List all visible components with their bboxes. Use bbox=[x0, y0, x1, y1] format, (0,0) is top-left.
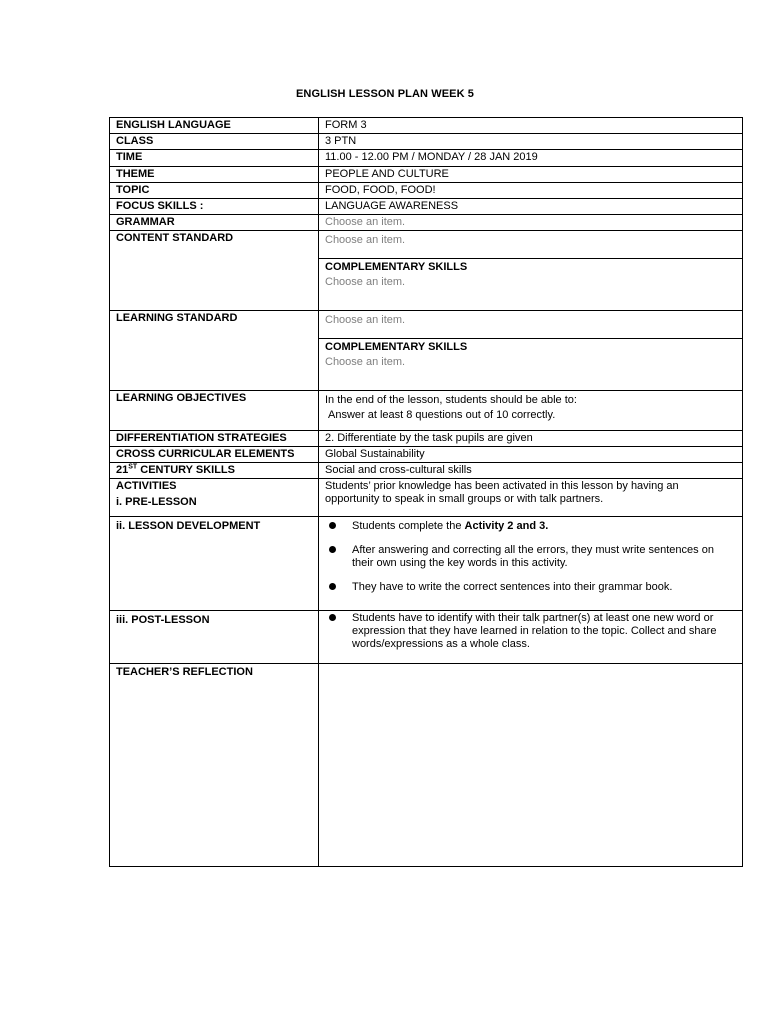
dev-bullet-1-text: Students complete the bbox=[352, 520, 465, 532]
century-skills-value: Social and cross-cultural skills bbox=[319, 463, 743, 479]
time-label: TIME bbox=[110, 150, 319, 167]
table-row bbox=[110, 215, 743, 231]
subject-value: FORM 3 bbox=[319, 118, 743, 134]
bullet-icon bbox=[329, 522, 336, 529]
content-standard-cell bbox=[319, 231, 743, 311]
class-label: CLASS bbox=[110, 134, 319, 150]
objectives-target: Answer at least 8 questions out of 10 correctly. bbox=[328, 409, 556, 421]
grammar-label: GRAMMAR bbox=[110, 215, 319, 231]
table-row bbox=[110, 134, 743, 150]
learning-complementary-dropdown[interactable]: Choose an item. bbox=[325, 356, 406, 368]
learning-objectives-cell bbox=[319, 391, 743, 431]
dev-bullet-1-bold: Activity 2 and 3. bbox=[464, 520, 549, 532]
table-row bbox=[110, 183, 743, 199]
bullet-icon bbox=[329, 546, 336, 553]
table-row bbox=[110, 479, 743, 517]
content-standard-label: CONTENT STANDARD bbox=[110, 231, 319, 311]
page-title: ENGLISH LESSON PLAN WEEK 5 bbox=[296, 88, 475, 100]
post-bullet-1-text: Students have to identify with their talk partner(s) at least one new word or expression that they have learned in relation to the topic. Collect and share words/expressions as a whole class. bbox=[352, 612, 717, 650]
grammar-dropdown[interactable] bbox=[319, 215, 743, 231]
focus-skills-value: LANGUAGE AWARENESS bbox=[319, 199, 743, 215]
subject-label: ENGLISH LANGUAGE bbox=[110, 118, 319, 134]
bullet-icon bbox=[329, 583, 336, 590]
table-row bbox=[110, 231, 743, 311]
century-rest: CENTURY SKILLS bbox=[137, 464, 235, 476]
table-row bbox=[110, 517, 743, 611]
content-standard-dropdown[interactable]: Choose an item. bbox=[325, 234, 406, 246]
post-lesson-cell bbox=[319, 611, 743, 664]
table-row bbox=[110, 167, 743, 183]
table-row bbox=[110, 391, 743, 431]
time-value: 11.00 - 12.00 PM / MONDAY / 28 JAN 2019 bbox=[319, 150, 743, 167]
century-sup: ST bbox=[128, 463, 138, 471]
cross-curricular-label: CROSS CURRICULAR ELEMENTS bbox=[110, 447, 319, 463]
content-complementary-label: COMPLEMENTARY SKILLS bbox=[325, 261, 468, 273]
learning-objectives-label: LEARNING OBJECTIVES bbox=[110, 391, 319, 431]
teachers-reflection-label: TEACHER’S REFLECTION bbox=[110, 664, 319, 867]
bullet-icon bbox=[329, 614, 336, 621]
focus-skills-label: FOCUS SKILLS : bbox=[110, 199, 319, 215]
activities-cell bbox=[110, 479, 319, 517]
activities-label: ACTIVITIES bbox=[116, 480, 177, 492]
teachers-reflection-value[interactable] bbox=[319, 664, 743, 867]
dev-bullet-3-text: They have to write the correct sentences into their grammar book. bbox=[352, 581, 673, 593]
table-row bbox=[110, 431, 743, 447]
class-value: 3 PTN bbox=[319, 134, 743, 150]
theme-label: THEME bbox=[110, 167, 319, 183]
pre-lesson-value: Students’ prior knowledge has been activated in this lesson by having an opportunity to speak in small groups or with talk partners. bbox=[319, 479, 743, 517]
century-skills-label bbox=[110, 463, 319, 479]
table-row bbox=[110, 199, 743, 215]
list-item bbox=[325, 581, 736, 594]
lesson-development-label: ii. LESSON DEVELOPMENT bbox=[110, 517, 319, 611]
dev-bullet-2-text: After answering and correcting all the errors, they must write sentences on their own using the key words in this activity. bbox=[352, 544, 714, 569]
learning-standard-label: LEARNING STANDARD bbox=[110, 311, 319, 391]
content-complementary-dropdown[interactable]: Choose an item. bbox=[325, 276, 406, 288]
lesson-development-cell bbox=[319, 517, 743, 611]
table-row bbox=[110, 311, 743, 391]
lesson-plan-table bbox=[109, 117, 743, 867]
topic-label: TOPIC bbox=[110, 183, 319, 199]
learning-complementary-label: COMPLEMENTARY SKILLS bbox=[325, 341, 468, 353]
list-item bbox=[325, 544, 736, 570]
list-item bbox=[325, 612, 736, 651]
differentiation-value: 2. Differentiate by the task pupils are given bbox=[319, 431, 743, 447]
table-row bbox=[110, 463, 743, 479]
list-item bbox=[325, 520, 736, 533]
topic-value: FOOD, FOOD, FOOD! bbox=[319, 183, 743, 199]
century-num: 21 bbox=[116, 464, 129, 476]
post-lesson-label: iii. POST-LESSON bbox=[110, 611, 319, 664]
learning-standard-cell bbox=[319, 311, 743, 391]
learning-standard-dropdown[interactable]: Choose an item. bbox=[325, 314, 406, 326]
differentiation-label: DIFFERENTIATION STRATEGIES bbox=[110, 431, 319, 447]
table-row bbox=[110, 118, 743, 134]
table-row bbox=[110, 611, 743, 664]
theme-value: PEOPLE AND CULTURE bbox=[319, 167, 743, 183]
grammar-placeholder: Choose an item. bbox=[325, 216, 406, 228]
table-row bbox=[110, 664, 743, 867]
cross-curricular-value: Global Sustainability bbox=[319, 447, 743, 463]
pre-lesson-label: i. PRE-LESSON bbox=[116, 496, 197, 508]
table-row bbox=[110, 150, 743, 167]
table-row bbox=[110, 447, 743, 463]
objectives-intro: In the end of the lesson, students should be able to: bbox=[325, 394, 577, 406]
